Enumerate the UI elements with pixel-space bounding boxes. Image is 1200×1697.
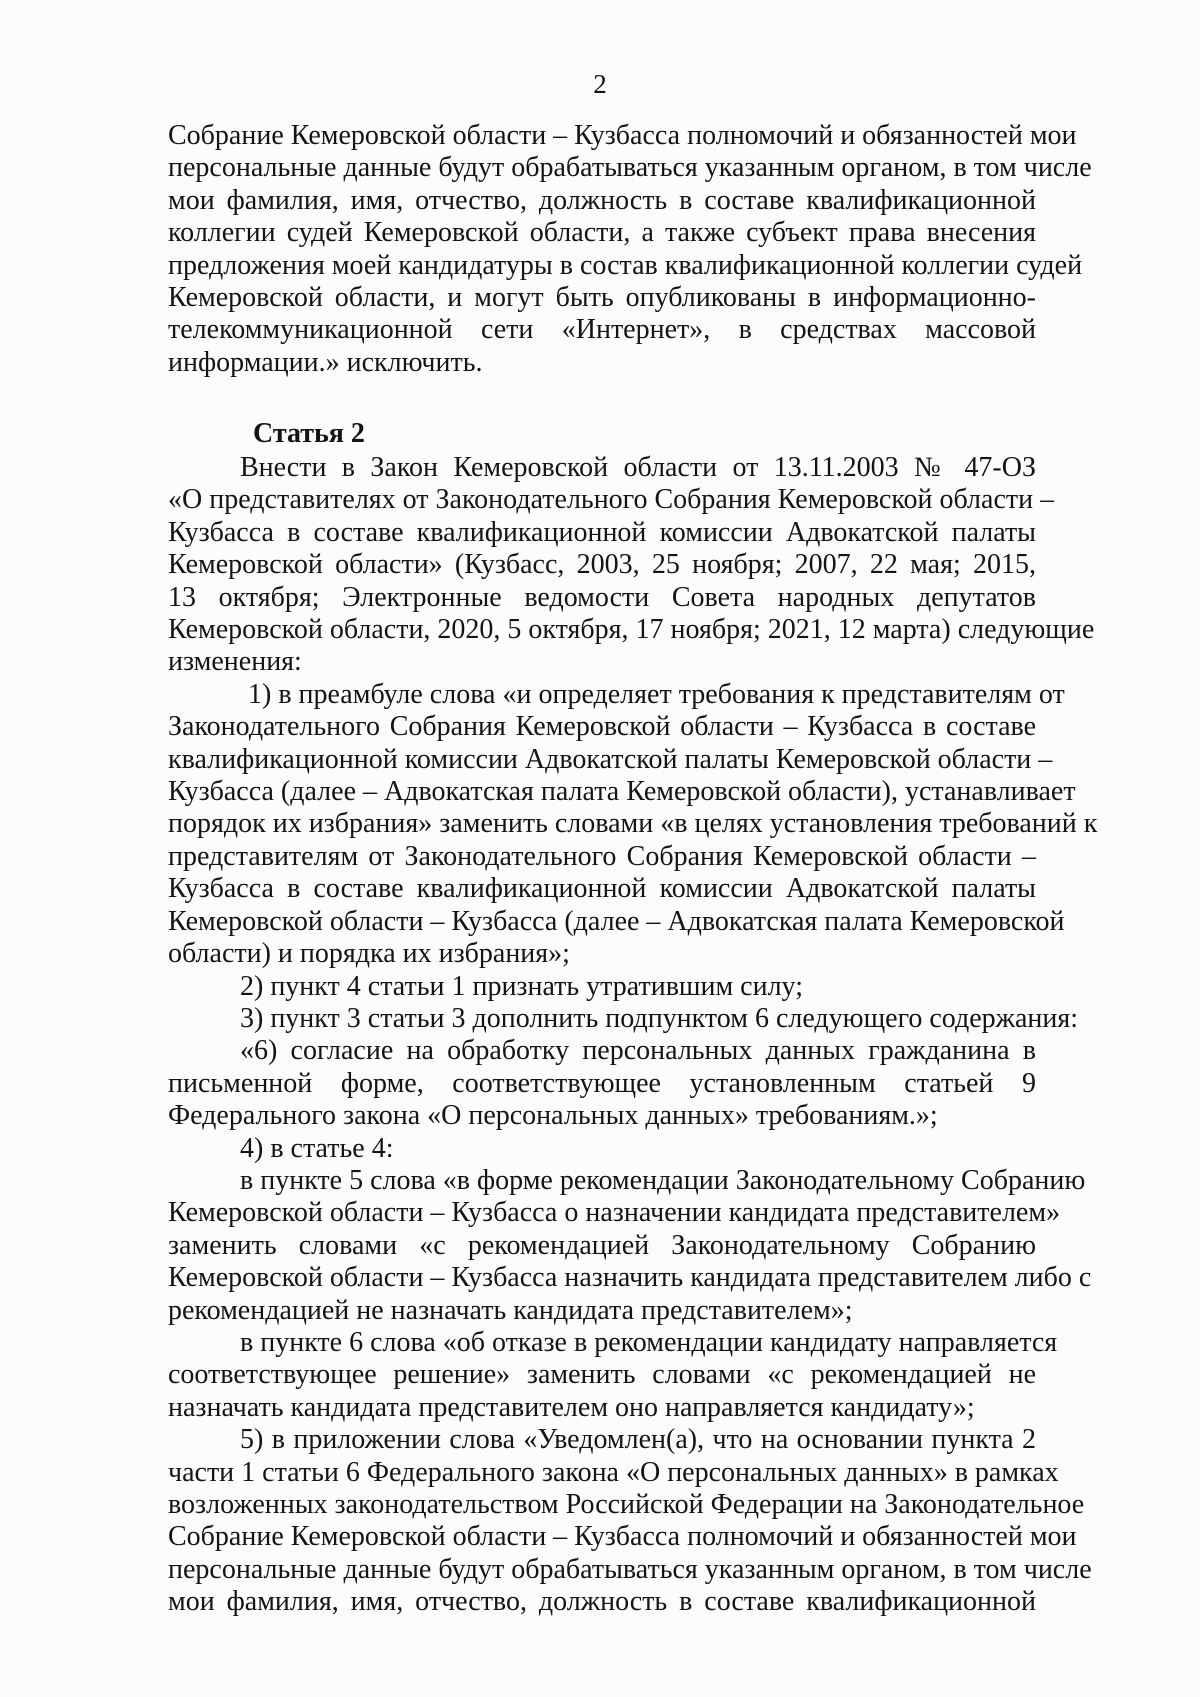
text-line: изменения:: [168, 646, 302, 678]
text-line: квалификационной комиссии Адвокатской палаты Кемеровской области –: [168, 743, 1053, 775]
text-line: возложенных законодательством Российской Федерации на Законодательное: [168, 1489, 1085, 1520]
text-line: информации.» исключить.: [168, 346, 483, 378]
text-line: 2) пункт 4 статьи 1 признать утратившим силу;: [240, 970, 803, 1002]
text-line: персональные данные будут обрабатываться указанным органом, в том числе: [168, 152, 1092, 184]
text-line: мои фамилия, имя, отчество, должность в составе квалификационной: [168, 184, 1036, 216]
text-line: Федерального закона «О персональных данных» требованиям.»;: [168, 1100, 938, 1132]
text-line: части 1 статьи 6 Федерального закона «О персональных данных» в рамках: [168, 1456, 1059, 1488]
text-line: персональные данные будут обрабатываться указанным органом, в том числе: [168, 1553, 1092, 1585]
text-line: Законодательного Собрания Кемеровской области – Кузбасса в составе: [168, 711, 1036, 743]
text-line: Кемеровской области» (Кузбасс, 2003, 25 ноября; 2007, 22 мая; 2015,: [168, 549, 1036, 581]
text-line: предложения моей кандидатуры в состав квалификационной коллегии судей: [168, 249, 1083, 281]
text-line: соответствующее решение» заменить словами «с рекомендацией не: [168, 1359, 1036, 1391]
text-line: Кузбасса (далее – Адвокатская палата Кемеровской области), устанавливает: [168, 776, 1076, 808]
text-line: назначать кандидата представителем оно направляется кандидату»;: [168, 1391, 975, 1423]
text-line: порядок их избрания» заменить словами «в целях установления требований к: [168, 808, 1098, 840]
text-line: Кузбасса в составе квалификационной комиссии Адвокатской палаты: [168, 873, 1036, 905]
text-line: Внести в Закон Кемеровской области от 13.11.2003 № 47-ОЗ: [240, 452, 1036, 483]
page-number: 2: [593, 69, 607, 99]
text-line: 1) в преамбуле слова «и определяет требования к представителям от: [248, 678, 1065, 710]
text-line: коллегии судей Кемеровской области, а также субъект права внесения: [168, 217, 1036, 249]
text-line: рекомендацией не назначать кандидата представителем»;: [168, 1294, 853, 1326]
text-line: телекоммуникационной сети «Интернет», в средствах массовой: [168, 314, 1036, 346]
text-line: письменной форме, соответствующее установленным статьей 9: [168, 1067, 1036, 1099]
text-line: Кемеровской области – Кузбасса о назначении кандидата представителем»: [168, 1197, 1061, 1229]
text-line: Кемеровской области, и могут быть опубликованы в информационно-: [168, 282, 1036, 314]
text-line: заменить словами «с рекомендацией Законодательному Собранию: [168, 1229, 1036, 1261]
text-line: 3) пункт 3 статьи 3 дополнить подпунктом 6 следующего содержания:: [240, 1002, 1079, 1034]
text-line: в пункте 6 слова «об отказе в рекомендации кандидату направляется: [240, 1326, 1058, 1358]
article-body: [168, 452, 1098, 1619]
text-line: Кемеровской области – Кузбасса назначить кандидата представителем либо с: [168, 1262, 1092, 1294]
top-paragraph: [168, 120, 1092, 379]
text-line: 4) в статье 4:: [240, 1132, 394, 1164]
text-line: «О представителях от Законодательного Собрания Кемеровской области –: [168, 484, 1055, 516]
text-line: представителям от Законодательного Собрания Кемеровской области –: [168, 840, 1036, 872]
text-line: Кемеровской области, 2020, 5 октября, 17 ноября; 2021, 12 марта) следующие: [168, 614, 1095, 646]
text-line: Кемеровской области – Кузбасса (далее – Адвокатская палата Кемеровской: [168, 905, 1065, 937]
text-line: «6) согласие на обработку персональных данных гражданина в: [240, 1035, 1036, 1067]
article-heading: Статья 2: [253, 418, 365, 449]
text-line: Кузбасса в составе квалификационной комиссии Адвокатской палаты: [168, 516, 1036, 548]
text-line: области) и порядка их избрания»;: [168, 938, 570, 970]
text-line: 5) в приложении слова «Уведомлен(а), что на основании пункта 2: [240, 1424, 1036, 1456]
text-line: 13 октября; Электронные ведомости Совета народных депутатов: [168, 581, 1036, 613]
text-line: мои фамилия, имя, отчество, должность в составе квалификационной: [168, 1586, 1036, 1618]
text-line: Собрание Кемеровской области – Кузбасса полномочий и обязанностей мои: [168, 1521, 1077, 1553]
text-line: в пункте 5 слова «в форме рекомендации Законодательному Собранию: [240, 1164, 1086, 1196]
text-line: Собрание Кемеровской области – Кузбасса полномочий и обязанностей мои: [168, 120, 1077, 151]
